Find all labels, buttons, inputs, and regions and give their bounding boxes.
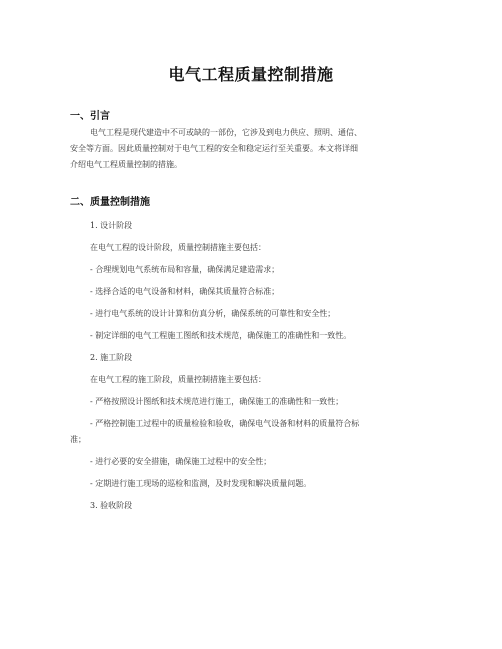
stage-intro-design: 在电气工程的设计阶段，质量控制措施主要包括：: [90, 243, 266, 252]
stage-intro-construction: 在电气工程的施工阶段，质量控制措施主要包括：: [90, 375, 266, 384]
section-heading-intro: 一、引言: [70, 111, 110, 122]
construction-item-3: - 进行必要的安全措施，确保施工过程中的安全性；: [90, 457, 272, 466]
design-item-2: - 选择合适的电气设备和材料，确保其质量符合标准；: [90, 287, 280, 296]
design-item-3: - 进行电气系统的设计计算和仿真分析，确保系统的可靠性和安全性；: [90, 309, 336, 318]
design-item-1: - 合理规划电气系统布局和容量，确保满足建造需求；: [90, 265, 280, 274]
intro-line-2: 安全等方面。因此质量控制对于电气工程的安全和稳定运行至关重要。本文将详细: [70, 144, 358, 153]
construction-item-2-cont: 准；: [70, 435, 86, 444]
construction-item-2: - 严格控制施工过程中的质量检验和验收，确保电气设备和材料的质量符合标: [90, 419, 360, 428]
construction-item-4: - 定期进行施工现场的巡检和监测，及时发现和解决质量问题。: [90, 479, 312, 488]
section-heading-measures: 二、质量控制措施: [70, 197, 150, 208]
stage-title-acceptance: 3. 验收阶段: [90, 501, 133, 510]
stage-title-construction: 2. 施工阶段: [90, 353, 133, 362]
intro-line-1: 电气工程是现代建造中不可或缺的一部份，它涉及到电力供应、照明、通信、: [90, 128, 362, 137]
intro-line-3: 介绍电气工程质量控制的措施。: [70, 160, 182, 169]
stage-title-design: 1. 设计阶段: [90, 221, 133, 230]
construction-item-1: - 严格按照设计图纸和技术规范进行施工，确保施工的准确性和一致性；: [90, 397, 344, 406]
document-title: 电气工程质量控制措施: [168, 65, 334, 84]
design-item-4: - 制定详细的电气工程施工图纸和技术规范，确保施工的准确性和一致性。: [90, 331, 352, 340]
